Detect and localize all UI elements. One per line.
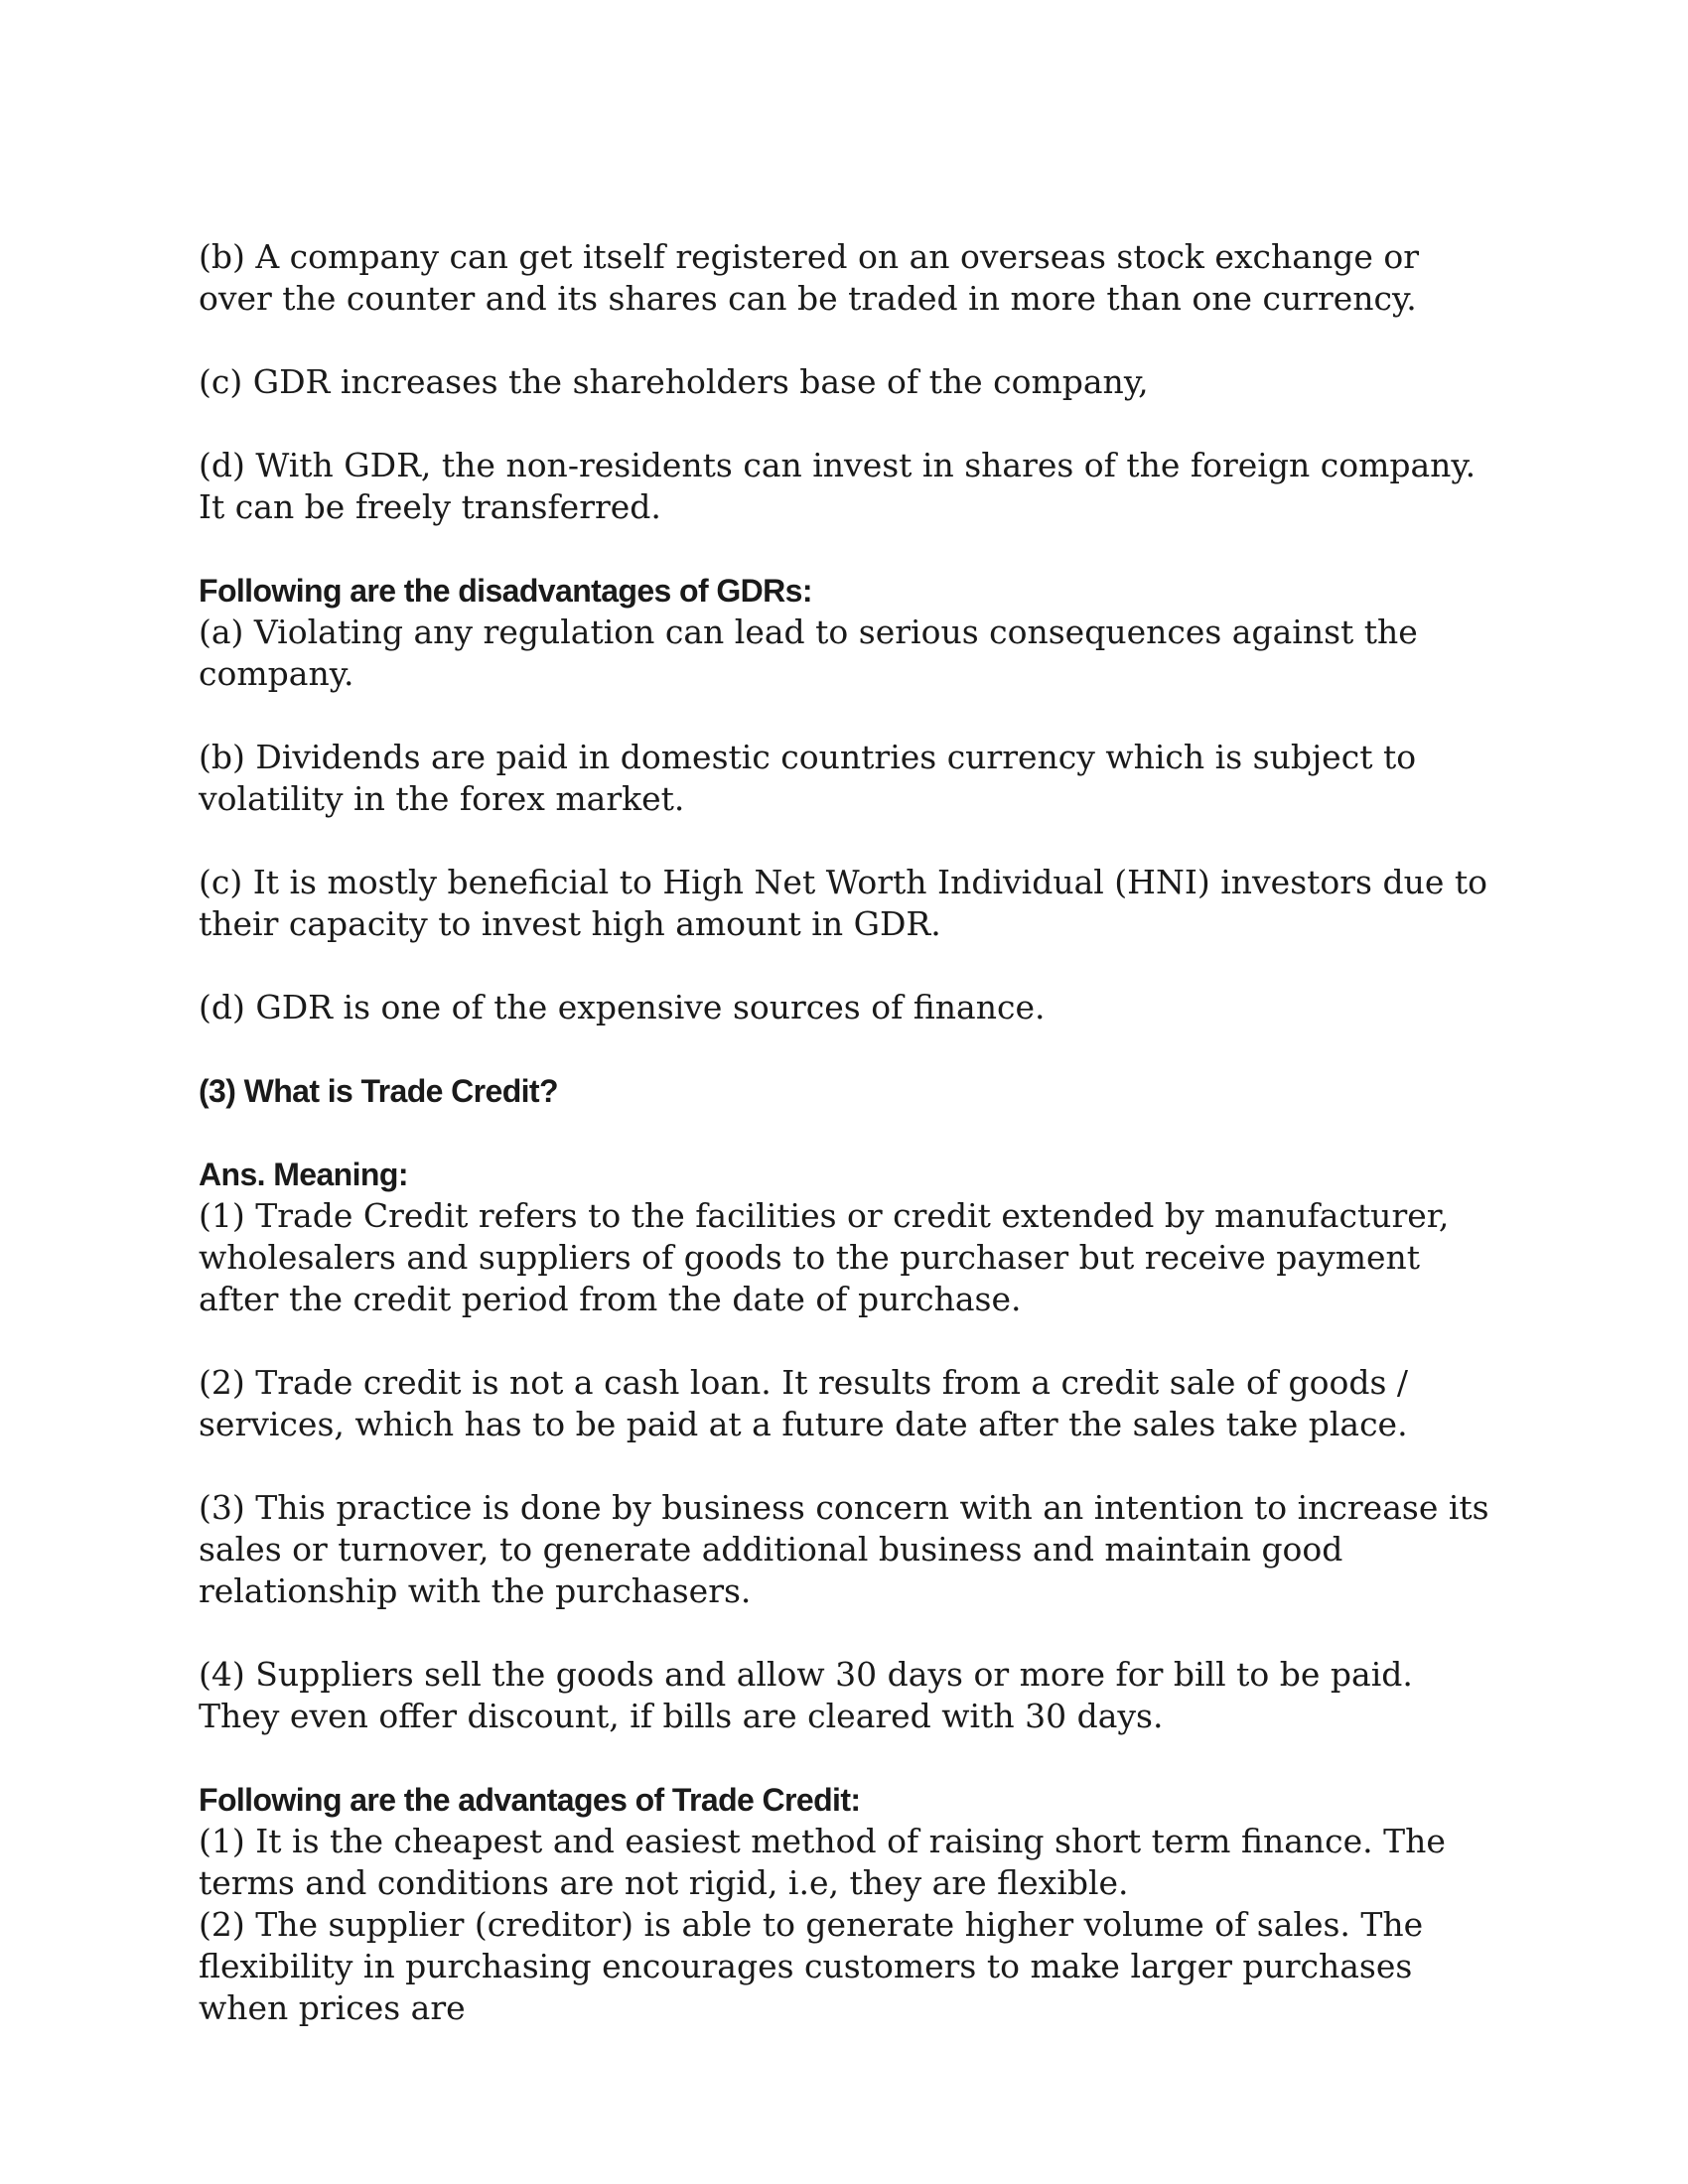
gdr-disadvantage-a: (a) Violating any regulation can lead to serious consequences against the company. xyxy=(199,613,1418,693)
trade-credit-meaning-2: (2) Trade credit is not a cash loan. It results from a credit sale of goods / services, which has to be paid at a future date after the sales take place. xyxy=(199,1363,1409,1443)
document-body xyxy=(199,236,1489,2029)
trade-credit-meaning-4: (4) Suppliers sell the goods and allow 30 days or more for bill to be paid. They even offer discount, if bills are cleared with 30 days. xyxy=(199,1655,1413,1735)
gdr-advantage-d: (d) With GDR, the non-residents can invest in shares of the foreign company. It can be freely transferred. xyxy=(199,446,1477,526)
trade-credit-meaning-1: (1) Trade Credit refers to the facilities or credit extended by manufacturer, wholesalers and suppliers of goods to the purchaser but receive payment after the credit period from the date of purchase. xyxy=(199,1196,1450,1318)
gdr-disadvantage-c: (c) It is mostly beneficial to High Net Worth Individual (HNI) investors due to their capacity to invest high amount in GDR. xyxy=(199,863,1487,943)
gdr-disadvantage-b: (b) Dividends are paid in domestic countries currency which is subject to volatility in the forex market. xyxy=(199,738,1417,818)
gdr-disadvantages-heading: Following are the disadvantages of GDRs: xyxy=(199,573,812,609)
trade-credit-advantage-1: (1) It is the cheapest and easiest method of raising short term finance. The terms and conditions are not rigid, i.e, they are flexible. xyxy=(199,1822,1446,1902)
gdr-disadvantage-d: (d) GDR is one of the expensive sources of finance. xyxy=(199,988,1046,1026)
gdr-advantage-b: (b) A company can get itself registered on an overseas stock exchange or over the counter and its shares can be traded in more than one currency. xyxy=(199,237,1420,318)
trade-credit-advantages-heading: Following are the advantages of Trade Credit: xyxy=(199,1782,861,1818)
answer-heading: Ans. Meaning: xyxy=(199,1157,408,1192)
gdr-advantage-c: (c) GDR increases the shareholders base of the company, xyxy=(199,362,1149,401)
trade-credit-advantage-2: (2) The supplier (creditor) is able to generate higher volume of sales. The flexibility in purchasing encourages customers to make larger purchases when prices are xyxy=(199,1905,1424,2027)
question-heading: (3) What is Trade Credit? xyxy=(199,1073,558,1109)
trade-credit-meaning-3: (3) This practice is done by business concern with an intention to increase its sales or turnover, to generate additional business and maintain good relationship with the purchasers. xyxy=(199,1488,1489,1610)
